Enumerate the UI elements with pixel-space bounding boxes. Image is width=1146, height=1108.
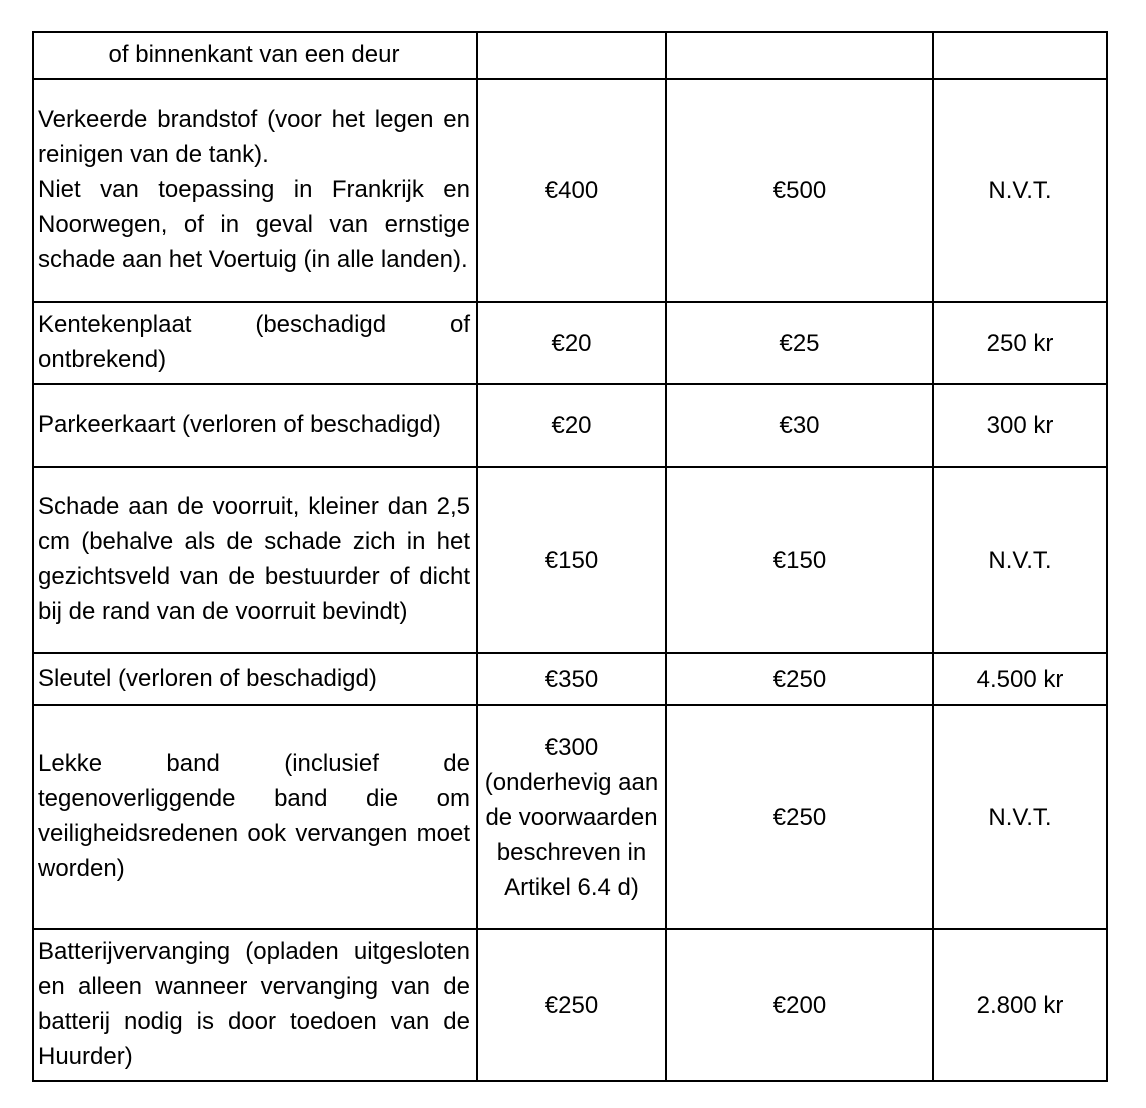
fee-cell: €500	[666, 79, 933, 302]
fee-cell: €200	[666, 929, 933, 1081]
table-row	[33, 929, 1107, 1081]
fee-cell	[666, 32, 933, 79]
fee-cell: €20	[477, 384, 666, 467]
fee-cell: €350	[477, 653, 666, 705]
description-cell: Sleutel (verloren of beschadigd)	[33, 653, 477, 705]
fee-cell: N.V.T.	[933, 705, 1107, 929]
table-row	[33, 705, 1107, 929]
description-cell: of binnenkant van een deur	[33, 32, 477, 79]
fee-cell: 4.500 kr	[933, 653, 1107, 705]
table-row	[33, 32, 1107, 79]
fee-cell: 2.800 kr	[933, 929, 1107, 1081]
fee-cell	[477, 32, 666, 79]
fee-cell: €30	[666, 384, 933, 467]
description-cell: Batterijvervanging (opladen uitgesloten en alleen wanneer vervanging van de batterij nodig is door toedoen van de Huurder)	[33, 929, 477, 1081]
fee-cell: €150	[477, 467, 666, 653]
fee-cell: N.V.T.	[933, 467, 1107, 653]
fee-cell	[933, 32, 1107, 79]
fee-cell: 250 kr	[933, 302, 1107, 384]
table-row	[33, 79, 1107, 302]
fee-cell: N.V.T.	[933, 79, 1107, 302]
fee-cell: €250	[666, 705, 933, 929]
fee-cell: €400	[477, 79, 666, 302]
fee-cell: €25	[666, 302, 933, 384]
table-row	[33, 384, 1107, 467]
description-cell: Schade aan de voorruit, kleiner dan 2,5 cm (behalve als de schade zich in het gezichtsveld van de bestuurder of dicht bij de rand van de voorruit bevindt)	[33, 467, 477, 653]
fee-cell: €300 (onderhevig aan de voorwaarden beschreven in Artikel 6.4 d)	[477, 705, 666, 929]
table-row	[33, 653, 1107, 705]
description-cell: Kentekenplaat (beschadigd of ontbrekend)	[33, 302, 477, 384]
fee-cell: €150	[666, 467, 933, 653]
fees-table	[32, 31, 1108, 1082]
table-row	[33, 302, 1107, 384]
fee-cell: €20	[477, 302, 666, 384]
description-cell: Verkeerde brandstof (voor het legen en reinigen van de tank). Niet van toepassing in Frankrijk en Noorwegen, of in geval van ernstige schade aan het Voertuig (in alle landen).	[33, 79, 477, 302]
fee-cell: €250	[477, 929, 666, 1081]
fee-cell: €250	[666, 653, 933, 705]
fee-cell: 300 kr	[933, 384, 1107, 467]
description-cell: Lekke band (inclusief de tegenoverliggende band die om veiligheidsredenen ook vervangen moet worden)	[33, 705, 477, 929]
table-row	[33, 467, 1107, 653]
description-cell: Parkeerkaart (verloren of beschadigd)	[33, 384, 477, 467]
